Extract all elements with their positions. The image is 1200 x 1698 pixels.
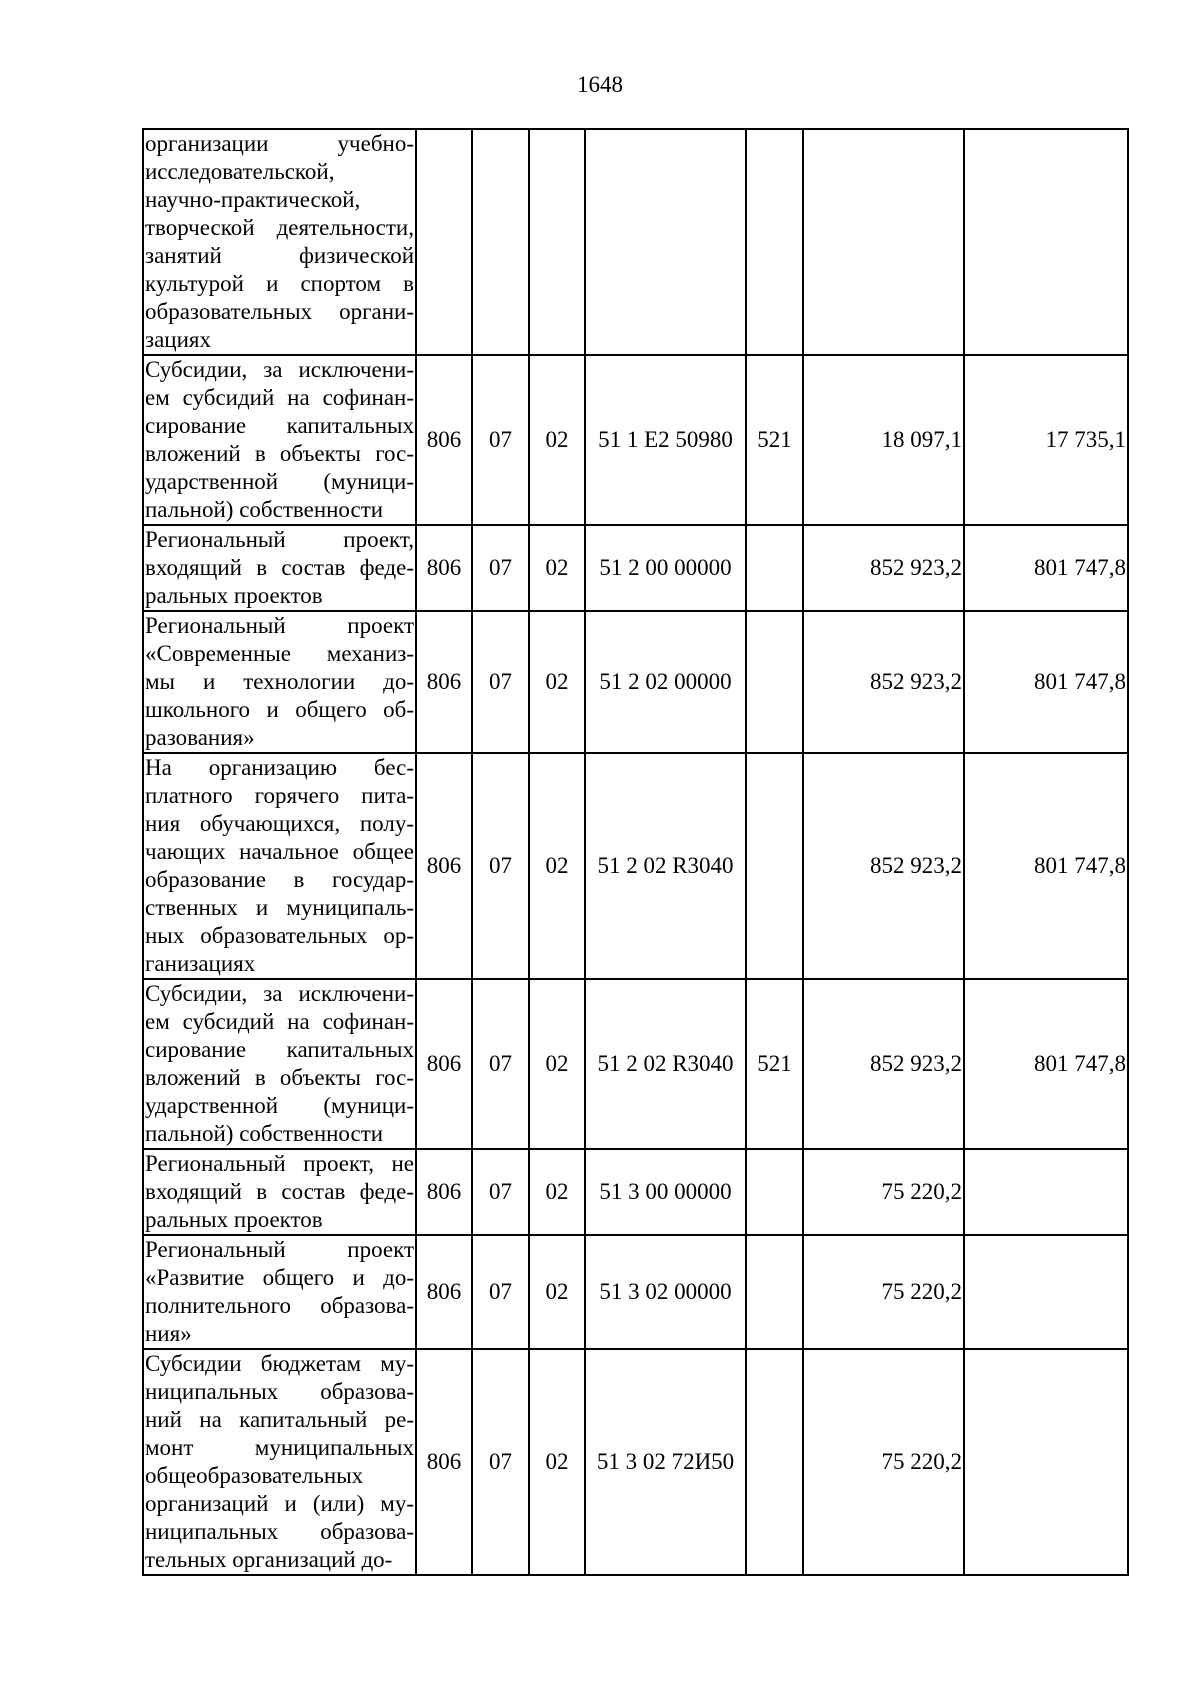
subsection-code-cell: 02: [529, 355, 585, 525]
expense-type-cell: [746, 611, 803, 753]
table-row: [143, 525, 1128, 611]
amount-year1-cell: 852 923,2: [803, 525, 964, 611]
table-row: [143, 1149, 1128, 1235]
description-line: монт муниципальных: [145, 1435, 414, 1460]
description-line: чающих начальное общее: [145, 839, 414, 864]
description-cell: [143, 611, 416, 753]
amount-year2-cell: [964, 129, 1128, 355]
description-cell: [143, 525, 416, 611]
description-line: Региональный проект,: [145, 527, 414, 552]
description-line: мы и технологии до-: [145, 669, 414, 694]
amount-year2-cell: 801 747,8: [964, 611, 1128, 753]
section-code-cell: 07: [472, 753, 529, 979]
description-line: школьного и общего об-: [145, 697, 414, 722]
amount-year2-cell: 801 747,8: [964, 979, 1128, 1149]
subsection-code-cell: 02: [529, 1349, 585, 1575]
section-code-cell: 07: [472, 525, 529, 611]
subsection-code-cell: 02: [529, 525, 585, 611]
description-line: ем субсидий на софинан-: [145, 385, 414, 410]
table-row: [143, 753, 1128, 979]
amount-year2-cell: 801 747,8: [964, 525, 1128, 611]
ministry-code-cell: [416, 129, 472, 355]
description-line: организаций и (или) му-: [145, 1491, 414, 1516]
description-line: вложений в объекты гос-: [145, 1065, 414, 1090]
description-line: ударственной (муници-: [145, 469, 414, 494]
description-cell: [143, 1235, 416, 1349]
ministry-code-cell: 806: [416, 525, 472, 611]
target-article-cell: 51 3 02 72И50: [585, 1349, 746, 1575]
expense-type-cell: 521: [746, 355, 803, 525]
table-row: [143, 979, 1128, 1149]
description-line: ственных и муниципаль-: [145, 895, 414, 920]
description-line: ем субсидий на софинан-: [145, 1009, 414, 1034]
description-line: На организацию бес-: [145, 755, 414, 780]
amount-year1-cell: 852 923,2: [803, 979, 964, 1149]
target-article-cell: 51 3 02 00000: [585, 1235, 746, 1349]
expense-type-cell: [746, 1349, 803, 1575]
description-cell: [143, 753, 416, 979]
ministry-code-cell: 806: [416, 979, 472, 1149]
description-line: входящий в состав феде-: [145, 1179, 414, 1204]
expense-type-cell: [746, 525, 803, 611]
ministry-code-cell: 806: [416, 753, 472, 979]
table-row: [143, 1235, 1128, 1349]
target-article-cell: 51 2 00 00000: [585, 525, 746, 611]
amount-year1-cell: 18 097,1: [803, 355, 964, 525]
amount-year1-cell: [803, 129, 964, 355]
section-code-cell: 07: [472, 1349, 529, 1575]
description-line: образовательных органи-: [145, 299, 414, 324]
description-line: вложений в объекты гос-: [145, 441, 414, 466]
table-row: [143, 355, 1128, 525]
amount-year1-cell: 75 220,2: [803, 1149, 964, 1235]
section-code-cell: 07: [472, 611, 529, 753]
description-line: творческой деятельности,: [145, 215, 414, 240]
description-line: ния обучающихся, полу-: [145, 811, 414, 836]
target-article-cell: 51 2 02 R3040: [585, 979, 746, 1149]
amount-year1-cell: 852 923,2: [803, 753, 964, 979]
description-line: платного горячего пита-: [145, 783, 414, 808]
target-article-cell: 51 2 02 R3040: [585, 753, 746, 979]
description-line: общеобразовательных: [145, 1463, 364, 1488]
subsection-code-cell: 02: [529, 1149, 585, 1235]
description-line: научно-практической,: [145, 187, 361, 212]
subsection-code-cell: 02: [529, 753, 585, 979]
description-line: тельных организаций до-: [145, 1547, 393, 1572]
description-line: разования»: [145, 725, 255, 750]
description-line: пальной) собственности: [145, 497, 384, 522]
amount-year2-cell: [964, 1349, 1128, 1575]
description-line: Региональный проект, не: [145, 1151, 414, 1176]
description-line: сирование капитальных: [145, 413, 414, 438]
description-line: занятий физической: [145, 243, 414, 268]
description-line: ударственной (муници-: [145, 1093, 414, 1118]
section-code-cell: 07: [472, 1235, 529, 1349]
description-line: «Современные механиз-: [145, 641, 414, 666]
section-code-cell: 07: [472, 1149, 529, 1235]
subsection-code-cell: [529, 129, 585, 355]
description-line: ральных проектов: [145, 1207, 323, 1232]
description-line: организации учебно-: [145, 131, 414, 156]
description-line: Субсидии, за исключени-: [145, 981, 414, 1006]
table-row: [143, 1349, 1128, 1575]
description-cell: [143, 129, 416, 355]
ministry-code-cell: 806: [416, 1149, 472, 1235]
section-code-cell: 07: [472, 979, 529, 1149]
description-line: Субсидии бюджетам му-: [145, 1351, 414, 1376]
amount-year1-cell: 75 220,2: [803, 1349, 964, 1575]
amount-year2-cell: [964, 1149, 1128, 1235]
description-line: полнительного образова-: [145, 1293, 414, 1318]
description-line: сирование капитальных: [145, 1037, 414, 1062]
description-line: ниципальных образова-: [145, 1379, 414, 1404]
page-number: 1648: [577, 72, 623, 97]
description-line: ний на капитальный ре-: [145, 1407, 414, 1432]
description-cell: [143, 1349, 416, 1575]
description-line: «Развитие общего и до-: [145, 1265, 414, 1290]
section-code-cell: [472, 129, 529, 355]
ministry-code-cell: 806: [416, 611, 472, 753]
description-line: ральных проектов: [145, 583, 323, 608]
description-line: зациях: [145, 327, 211, 352]
section-code-cell: 07: [472, 355, 529, 525]
description-line: исследовательской,: [145, 159, 335, 184]
amount-year2-cell: 801 747,8: [964, 753, 1128, 979]
description-line: ния»: [145, 1321, 192, 1346]
expense-type-cell: 521: [746, 979, 803, 1149]
target-article-cell: [585, 129, 746, 355]
expense-type-cell: [746, 1235, 803, 1349]
ministry-code-cell: 806: [416, 1349, 472, 1575]
description-line: ных образовательных ор-: [145, 923, 414, 948]
subsection-code-cell: 02: [529, 979, 585, 1149]
target-article-cell: 51 1 E2 50980: [585, 355, 746, 525]
amount-year2-cell: 17 735,1: [964, 355, 1128, 525]
description-line: ганизациях: [145, 951, 256, 976]
description-line: входящий в состав феде-: [145, 555, 414, 580]
description-cell: [143, 1149, 416, 1235]
description-line: Региональный проект: [145, 1237, 414, 1262]
description-line: пальной) собственности: [145, 1121, 384, 1146]
description-line: культурой и спортом в: [145, 271, 414, 296]
description-line: образование в государ-: [145, 867, 414, 892]
expense-type-cell: [746, 1149, 803, 1235]
description-line: Региональный проект: [145, 613, 414, 638]
expense-type-cell: [746, 753, 803, 979]
subsection-code-cell: 02: [529, 611, 585, 753]
table-row: [143, 129, 1128, 355]
description-cell: [143, 979, 416, 1149]
description-line: Субсидии, за исключени-: [145, 357, 414, 382]
budget-table: [142, 128, 1129, 1576]
subsection-code-cell: 02: [529, 1235, 585, 1349]
description-line: ниципальных образова-: [145, 1519, 414, 1544]
target-article-cell: 51 2 02 00000: [585, 611, 746, 753]
amount-year1-cell: 75 220,2: [803, 1235, 964, 1349]
table-body: [143, 129, 1128, 1575]
expense-type-cell: [746, 129, 803, 355]
ministry-code-cell: 806: [416, 1235, 472, 1349]
description-cell: [143, 355, 416, 525]
amount-year1-cell: 852 923,2: [803, 611, 964, 753]
table-row: [143, 611, 1128, 753]
amount-year2-cell: [964, 1235, 1128, 1349]
target-article-cell: 51 3 00 00000: [585, 1149, 746, 1235]
ministry-code-cell: 806: [416, 355, 472, 525]
